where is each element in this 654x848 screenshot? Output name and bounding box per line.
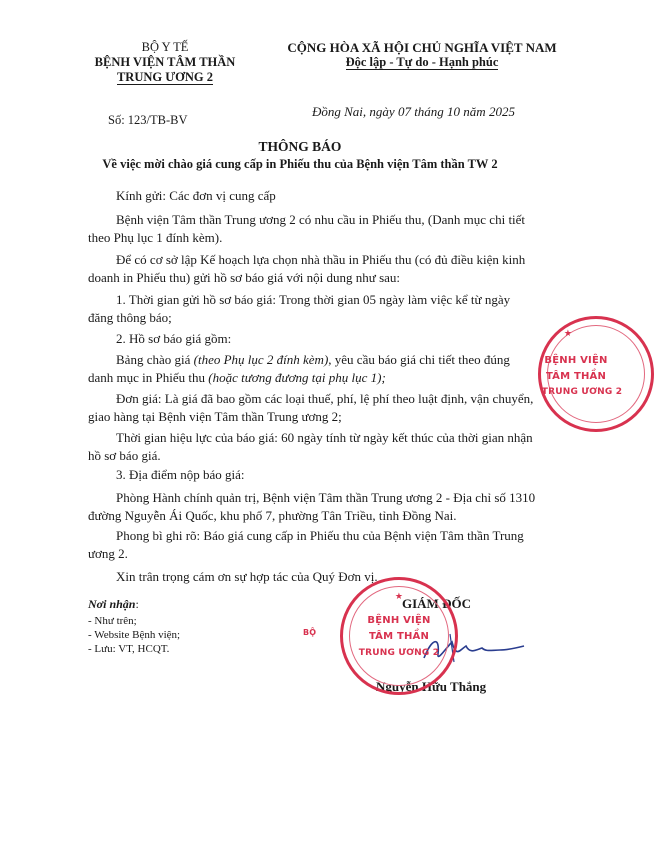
seal-star: ★ <box>394 592 404 602</box>
recipient-item: - Lưu: VT, HCQT. <box>88 643 170 655</box>
signer-name: Nguyễn Hữu Thắng <box>376 679 487 694</box>
seal-line-1: BỆNH VIỆN <box>367 615 431 626</box>
signer-position: GIÁM ĐỐC <box>402 596 471 611</box>
document-number: Số: 123/TB-BV <box>108 113 188 127</box>
recipients-heading-line <box>88 597 288 611</box>
paragraph-3-text-a: Bảng chào giá <box>116 352 194 367</box>
list-item-1: 1. Thời gian gửi hồ sơ báo giá: Trong thời gian 05 ngày làm việc kể từ ngày đăng thông báo; <box>88 292 511 325</box>
motto <box>262 55 582 70</box>
place-date: Đồng Nai, ngày 07 tháng 10 năm 2025 <box>312 104 515 119</box>
notice-subtitle: Về việc mời chào giá cung cấp in Phiếu thu của Bệnh viện Tâm thần TW 2 <box>102 157 498 171</box>
recipients-colon: : <box>135 597 139 611</box>
seal-side-text: BỘ <box>303 628 317 637</box>
header-left <box>70 40 260 85</box>
paragraph-3-text-b: (theo Phụ lục 2 đính kèm) <box>193 352 329 367</box>
recipient-item: - Website Bệnh viện; <box>88 629 181 641</box>
country-name: CỘNG HÒA XÃ HỘI CHỦ NGHĨA VIỆT NAM <box>287 40 557 55</box>
paragraph-7: Phong bì ghi rõ: Báo giá cung cấp in Phiếu thu của Bệnh viện Tâm thần Trung ương 2. <box>88 528 524 561</box>
edge-seal-line-1: BỆNH VIỆN <box>544 355 608 366</box>
organization-line-2 <box>70 70 260 85</box>
paragraph-3 <box>88 351 536 387</box>
paragraph-4: Đơn giá: Là giá đã bao gồm các loại thuế, phí, lệ phí theo luật định, vận chuyển, giao hàng tại Bệnh viện Tâm thần Trung ương 2; <box>88 391 534 424</box>
list-item-3: 3. Địa điểm nộp báo giá: <box>116 467 245 482</box>
ministry-name: BỘ Y TẾ <box>141 40 189 54</box>
paragraph-3-text-c: , yêu cầu báo giá chi tiết theo đúng danh mục in Phiếu thu <box>88 352 510 385</box>
greeting: Kính gửi: Các đơn vị cung cấp <box>116 188 276 203</box>
edge-seal <box>538 316 654 432</box>
paragraph-5: Thời gian hiệu lực của báo giá: 60 ngày tính từ ngày kết thúc của thời gian nhận hồ sơ báo giá. <box>88 430 533 463</box>
paragraph-2: Để có cơ sở lập Kế hoạch lựa chọn nhà thầu in Phiếu thu (có đủ điều kiện kinh doanh in Phiếu thu) gửi hồ sơ báo giá với nội dung như sau: <box>88 252 526 285</box>
recipients <box>88 597 288 656</box>
motto-text: Độc lập - Tự do - Hạnh phúc <box>345 55 499 69</box>
paragraph-6: Phòng Hành chính quản trị, Bệnh viện Tâm thần Trung ương 2 - Địa chỉ số 1310 đường Nguyễn Ái Quốc, khu phố 7, phường Tân Triều, tỉnh Đồng Nai. <box>88 490 536 523</box>
seal-line-2: TÂM THẦN <box>368 631 430 642</box>
paragraph-8: Xin trân trọng cám ơn sự hợp tác của Quý Đơn vị. <box>116 569 378 584</box>
hospital-seal <box>303 577 458 695</box>
header-right <box>262 40 582 70</box>
paragraph-1: Bệnh viện Tâm thần Trung ương 2 có nhu cầu in Phiếu thu, (Danh mục chi tiết theo Phụ lục 1 đính kèm). <box>88 212 526 245</box>
edge-seal-star: ★ <box>563 329 573 339</box>
organization-line-1: BỆNH VIỆN TÂM THẦN <box>94 55 236 69</box>
list-item-2: 2. Hồ sơ báo giá gồm: <box>116 331 232 346</box>
notice-title: THÔNG BÁO <box>258 139 342 154</box>
edge-seal-line-2: TÂM THẦN <box>545 371 607 382</box>
recipient-item: - Như trên; <box>88 615 137 627</box>
recipients-heading: Nơi nhận <box>88 597 136 611</box>
organization-line-2-text: TRUNG ƯƠNG 2 <box>116 70 214 84</box>
paragraph-3-text-d: (hoặc tương đương tại phụ lục 1); <box>208 370 386 385</box>
seal-line-3: TRUNG ƯƠNG 2 <box>358 648 440 658</box>
edge-seal-line-3: TRUNG ƯƠNG 2 <box>541 387 623 397</box>
